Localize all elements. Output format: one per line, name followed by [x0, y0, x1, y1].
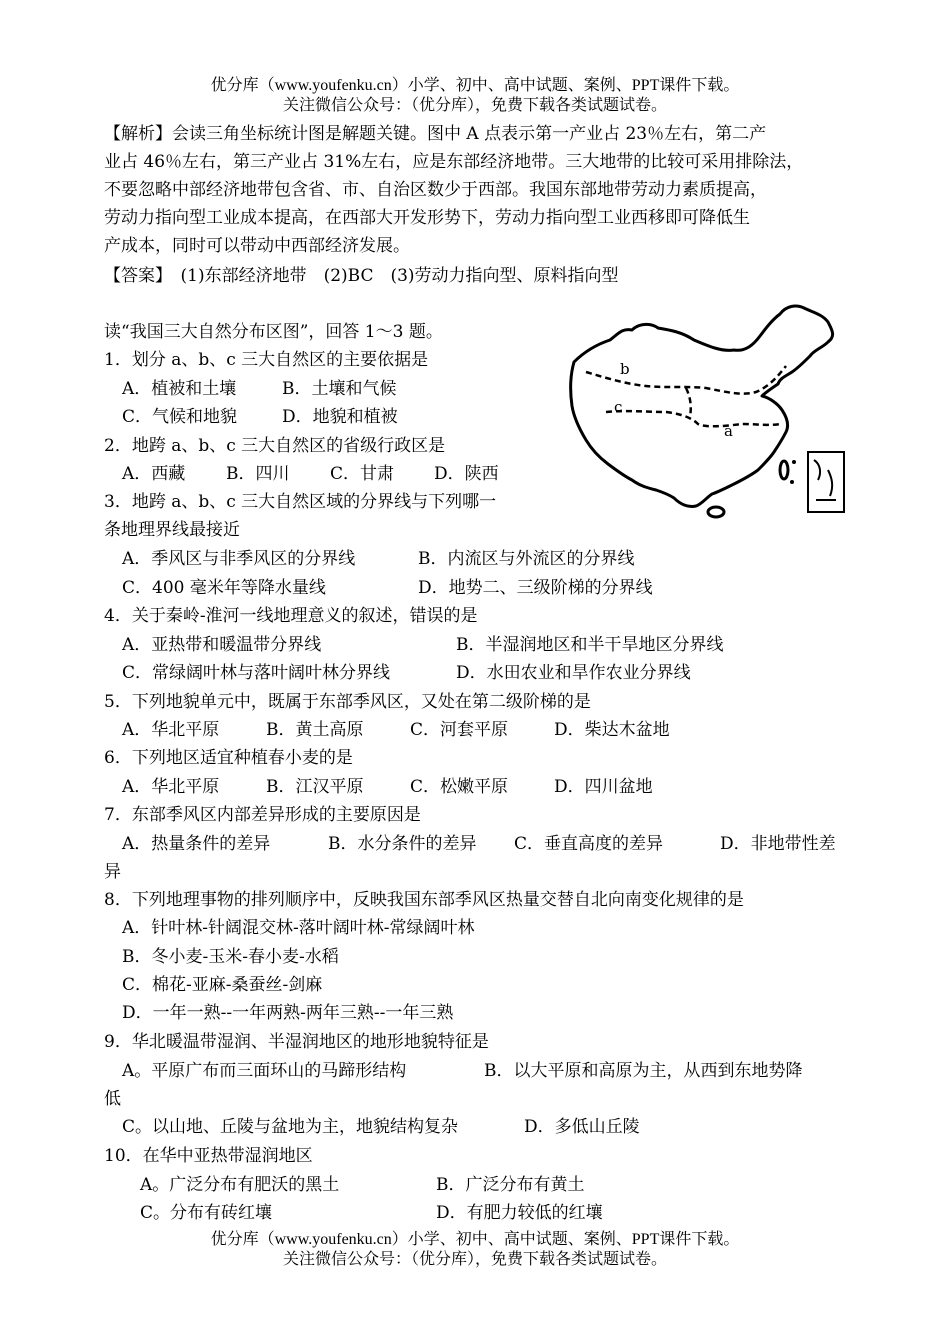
analysis-line: 业占 46％左右，第三产业占 31%左右，应是东部经济地带。三大地带的比较可采用排除法， [104, 152, 804, 172]
option: A．西藏 [122, 464, 186, 484]
question-3-options [122, 574, 653, 602]
option: A．亚热带和暖温带分界线 [122, 635, 322, 655]
option: C．松嫩平原 [410, 777, 509, 797]
option: C．甘肃 [330, 464, 395, 484]
option: A．针叶林-针阔混交林-落叶阔叶林-常绿阔叶林 [122, 918, 475, 938]
option: A。平原广布而三面环山的马蹄形结构 [122, 1061, 407, 1081]
map-label-c: c [614, 398, 623, 416]
option: C．河套平原 [410, 720, 509, 740]
option: D．柴达木盆地 [554, 720, 670, 740]
header-line-1: 优分库（www.youfenku.cn）小学、初中、高中试题、案例、PPT课件下载。 [210, 77, 740, 94]
question-10-options [140, 1199, 603, 1227]
option: C．垂直高度的差异 [514, 834, 664, 854]
question-4-options [122, 631, 724, 659]
option: D．地势二、三级阶梯的分界线 [418, 578, 653, 598]
question-1-stem: 1．划分 a、b、c 三大自然区的主要依据是 [104, 350, 429, 370]
option: C。以山地、丘陵与盆地为主，地貌结构复杂 [122, 1117, 459, 1137]
question-7-wrap: 异 [104, 862, 121, 882]
question-2-stem: 2．地跨 a、b、c 三大自然区的省级行政区是 [104, 436, 446, 456]
option: D．有肥力较低的红壤 [436, 1203, 603, 1223]
question-7-stem: 7．东部季风区内部差异形成的主要原因是 [104, 805, 421, 825]
option: D．一年一熟--一年两熟-两年三熟--一年三熟 [122, 1003, 454, 1023]
answer-line: 【答案】 (1)东部经济地带 (2)BC (3)劳动力指向型、原料指向型 [104, 266, 619, 286]
question-6-options [122, 773, 653, 801]
question-3-stem: 3．地跨 a、b、c 三大自然区域的分界线与下列哪一 [104, 492, 497, 512]
question-9-options [122, 1057, 803, 1085]
map-label-a: a [724, 422, 733, 440]
map-label-b: b [620, 360, 630, 378]
option: B．土壤和气候 [282, 379, 397, 399]
option: A．季风区与非季风区的分界线 [122, 549, 356, 569]
china-map-icon [566, 300, 848, 522]
question-5-stem: 5．下列地貌单元中，既属于东部季风区，又处在第二级阶梯的是 [104, 692, 591, 712]
option: B．内流区与外流区的分界线 [418, 549, 635, 569]
option: D．四川盆地 [554, 777, 653, 797]
option: B．黄土高原 [266, 720, 364, 740]
option: A。广泛分布有肥沃的黑土 [140, 1175, 340, 1195]
option: C．400 毫米年等降水量线 [122, 578, 326, 598]
header-line-2: 关注微信公众号：（优分库），免费下载各类试题试卷。 [282, 97, 667, 114]
footer-line-2: 关注微信公众号：（优分库），免费下载各类试题试卷。 [282, 1251, 667, 1268]
intro-text: 读“我国三大自然分布区图”，回答 1～3 题。 [104, 322, 443, 342]
analysis-line: 劳动力指向型工业成本提高，在西部大开发形势下，劳动力指向型工业西移即可降低生 [104, 208, 750, 228]
question-1-options [122, 403, 398, 431]
question-9-wrap: 低 [104, 1089, 121, 1109]
analysis-line: 【解析】会读三角坐标统计图是解题关键。图中 A 点表示第一产业占 23％左右，第二产 [104, 124, 767, 144]
option: B．以大平原和高原为主，从西到东地势降 [484, 1061, 803, 1081]
question-7-options [122, 830, 836, 858]
option: D．地貌和植被 [282, 407, 398, 427]
analysis-line: 不要忽略中部经济地带包含省、市、自治区数少于西部。我国东部地带劳动力素质提高， [104, 180, 767, 200]
question-4-stem: 4．关于秦岭-淮河一线地理意义的叙述，错误的是 [104, 606, 478, 626]
option: D．陕西 [434, 464, 499, 484]
option: B．半湿润地区和半干旱地区分界线 [456, 635, 724, 655]
option: D．水田农业和旱作农业分界线 [456, 663, 691, 683]
option: C．常绿阔叶林与落叶阔叶林分界线 [122, 663, 391, 683]
option: B．四川 [226, 464, 290, 484]
question-9-options [122, 1113, 640, 1141]
analysis-line: 产成本，同时可以带动中西部经济发展。 [104, 236, 410, 256]
question-8-stem: 8．下列地理事物的排列顺序中，反映我国东部季风区热量交替自北向南变化规律的是 [104, 890, 744, 910]
question-10-options [140, 1171, 585, 1199]
option: B．江汉平原 [266, 777, 364, 797]
option: A．华北平原 [122, 720, 220, 740]
question-10-stem: 10．在华中亚热带湿润地区 [104, 1146, 313, 1166]
option: C。分布有砖红壤 [140, 1203, 273, 1223]
option: C．棉花-亚麻-桑蚕丝-剑麻 [122, 975, 323, 995]
option: D．非地带性差 [720, 834, 836, 854]
question-1-options [122, 375, 397, 403]
footer-line-1: 优分库（www.youfenku.cn）小学、初中、高中试题、案例、PPT课件下载。 [210, 1231, 740, 1248]
question-2-options [122, 460, 499, 488]
option: A．华北平原 [122, 777, 220, 797]
option: A．热量条件的差异 [122, 834, 271, 854]
question-4-options [122, 659, 691, 687]
question-9-stem: 9．华北暖温带湿润、半湿润地区的地形地貌特征是 [104, 1032, 489, 1052]
question-3-stem-cont: 条地理界线最接近 [104, 520, 240, 540]
option: A．植被和土壤 [122, 379, 237, 399]
option: B．水分条件的差异 [328, 834, 477, 854]
question-5-options [122, 716, 670, 744]
question-3-options [122, 545, 635, 573]
option: B．冬小麦-玉米-春小麦-水稻 [122, 947, 339, 967]
option: D．多低山丘陵 [524, 1117, 640, 1137]
question-6-stem: 6．下列地区适宜种植春小麦的是 [104, 748, 353, 768]
option: B．广泛分布有黄土 [436, 1175, 585, 1195]
option: C．气候和地貌 [122, 407, 238, 427]
